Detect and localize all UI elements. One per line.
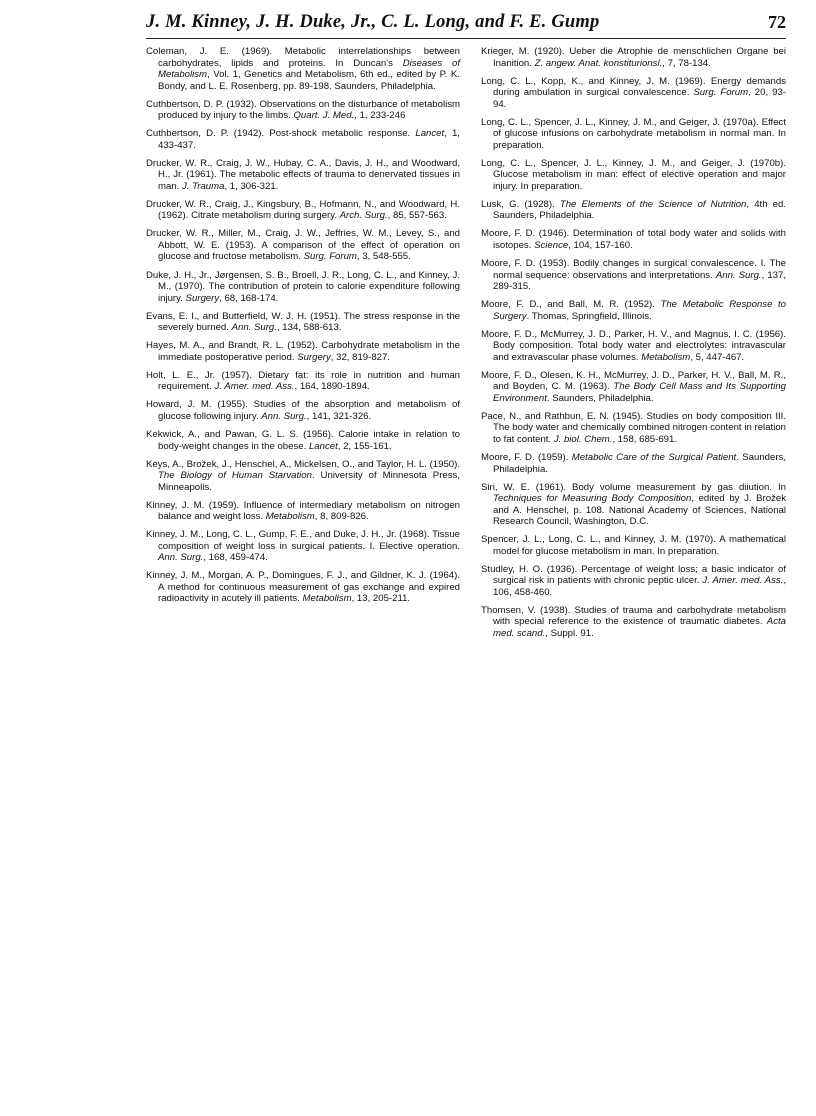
reference-citation: , edited by J. Brožek and A. Henschel, p. 108. National Academy of Sciences, National Research Council, Washington, D.C.: [493, 493, 787, 528]
reference-journal: Surgery: [297, 351, 331, 363]
reference-citation: , 104, 157-160.: [568, 239, 633, 251]
reference-text: Spencer, J. L., Long, C. L., and Kinney, J. M. (1970). A mathematical model for glucose metabolism in man. In preparation.: [481, 534, 786, 557]
reference-journal: Arch. Surg.: [339, 210, 388, 222]
reference-text: Holt, L. E., Jr. (1957). Dietary fat: its role in nutrition and human requirement.: [146, 369, 460, 393]
reference-entry: [146, 399, 460, 422]
reference-citation: , 32, 819-827.: [330, 351, 390, 363]
reference-text: Cuthbertson, D. P. (1932). Observations on the disturbance of metabolism produced by injury to the limbs.: [146, 98, 460, 122]
references-left-column: [146, 46, 460, 612]
reference-citation: , 20, 93-94.: [493, 87, 786, 110]
reference-entry: [146, 158, 460, 193]
reference-journal: Acta med. scand.: [493, 616, 786, 639]
reference-journal: Ann. Surg.: [261, 410, 307, 422]
reference-journal: Surg. Forum: [693, 87, 749, 99]
reference-text: Long, C. L., Kopp, K., and Kinney, J. M. (1969). Energy demands during ambulation in surgical convalescence.: [481, 75, 786, 99]
reference-entry: [146, 199, 460, 222]
reference-text: Coleman, J. E. (1969). Metabolic interrelationships between carbohydrates, lipids and proteins. In Duncan's: [146, 46, 460, 69]
reference-journal: The Biology of Human Starvation: [158, 470, 312, 482]
reference-citation: , 5, 447-467.: [690, 351, 745, 363]
reference-entry: [481, 299, 786, 322]
reference-entry: [146, 370, 460, 393]
reference-entry: [146, 529, 460, 564]
reference-text: Duke, J. H., Jr., Jørgensen, S. B., Broell, J. R., Long, C. L., and Kinney, J. M., (1970). The contribution of protein to calorie expenditure following injury.: [146, 269, 460, 304]
reference-entry: [146, 228, 460, 263]
reference-citation: , 1, 233-246: [354, 110, 406, 122]
reference-entry: [146, 500, 460, 523]
reference-entry: [481, 534, 786, 557]
reference-citation: , 158, 685-691.: [612, 433, 678, 445]
reference-text: Long, C. L., Spencer, J. L., Kinney, J. M., and Geiger, J. (1970b). Glucose metabolism in man: effect of elective operation and major injury. In preparation.: [481, 157, 786, 192]
reference-text: Long, C. L., Spencer, J. L., Kinney, J. M., and Geiger, J. (1970a). Effect of glucose infusions on carbohydrate metabolism in normal man. In preparation.: [481, 116, 786, 151]
reference-text: Howard, J. M. (1955). Studies of the absorption and metabolism of glucose following injury.: [146, 399, 460, 422]
reference-journal: Lancet: [415, 128, 445, 140]
reference-citation: , 164, 1890-1894.: [294, 381, 370, 393]
reference-entry: [481, 228, 786, 251]
reference-citation: , 134, 588-613.: [276, 322, 342, 334]
reference-text: Thomsen, V. (1938). Studies of trauma and carbohydrate metabolism with special reference to the existence of traumatic diabetes.: [481, 604, 786, 628]
reference-text: Lusk, G. (1928).: [481, 198, 560, 210]
reference-entry: [481, 158, 786, 193]
reference-text: Siri, W. E. (1961). Body volume measurement by gas diiution. In: [481, 481, 786, 493]
reference-text: Moore, F. D. (1946). Determination of total body water and solids with isotopes.: [481, 228, 786, 251]
reference-citation: . University of Minnesota Press, Minneapolis.: [158, 470, 460, 493]
reference-text: Cuthbertson, D. P. (1942). Post-shock metabolic response.: [146, 128, 416, 140]
reference-entry: [481, 370, 786, 405]
reference-text: Drucker, W. R., Miller, M., Craig, J. W., Jeffries, W. M., Levey, S., and Abbott, W. E. (1953). A comparison of the effect of operation on glucose and fructose metabolism.: [146, 228, 460, 263]
reference-journal: Z. angew. Anat. konstiturionsl.: [534, 57, 663, 69]
reference-journal: Metabolic Care of the Surgical Patient: [571, 452, 737, 464]
reference-text: Krieger, M. (1920). Ueber die Atrophie de menschlichen Organe bei Inanition.: [481, 46, 786, 69]
reference-journal: J. Trauma: [182, 180, 225, 192]
reference-entry: [481, 258, 786, 293]
reference-journal: J. Amer. med. Ass.: [702, 575, 784, 587]
reference-citation: , 68, 168-174.: [219, 292, 279, 304]
running-header: [146, 10, 786, 40]
reference-entry: [481, 46, 786, 69]
reference-citation: , Vol. 1, Genetics and Metabolism, 6th ed., edited by P. K. Bondy, and L. E. Rosenberg, pp. 89-198. Saunders, Philadelphia.: [158, 69, 460, 92]
reference-citation: , 3, 548-555.: [356, 251, 411, 263]
reference-text: Moore, F. D., Olesen, K. H., McMurrey, J. D., Parker, H. V., Ball, M. R., and Boyden, C. M. (1963).: [481, 369, 786, 393]
reference-citation: , 137, 289-315.: [493, 269, 786, 293]
reference-entry: [146, 429, 460, 452]
reference-journal: The Metabolic Response to Surgery: [493, 299, 786, 322]
reference-text: Keys, A., Brožek, J., Henschel, A., Mickelsen, O., and Taylor, H. L. (1950).: [146, 458, 460, 470]
reference-text: Evans, E. I., and Butterfield, W. J. H. (1951). The stress response in the severely burned.: [146, 310, 460, 334]
references-right-column: [481, 46, 786, 646]
reference-entry: [481, 564, 786, 599]
reference-text: Moore, F. D., McMurrey, J. D., Parker, H. V., and Magnus, I. C. (1956). Body composition. Total body water and electrolytes: intravascular and extravascular phase volumes.: [481, 328, 786, 363]
reference-journal: The Elements of the Science of Nutrition: [559, 198, 747, 210]
reference-text: Drucker, W. R., Craig, J., Kingsbury, B., Hofmann, N., and Woodward, H. (1962). Citrate metabolism during surgery.: [146, 198, 460, 222]
reference-text: Hayes, M. A., and Brandt, R. L. (1952). Carbohydrate metabolism in the immediate postoperative period.: [146, 340, 460, 363]
reference-journal: Lancet: [308, 440, 338, 452]
reference-citation: . Saunders, Philadelphia.: [493, 452, 786, 475]
reference-journal: Quart. J. Med.: [293, 110, 355, 122]
reference-text: Kinney, J. M. (1959). Influence of intermediary metabolism on nitrogen balance and weight loss.: [146, 499, 460, 523]
reference-citation: , 141, 321-326.: [306, 410, 372, 422]
reference-citation: , 106, 458-460.: [493, 575, 787, 598]
reference-citation: , 7, 78-134.: [662, 57, 711, 69]
reference-text: Moore, F. D., and Ball, M. R. (1952).: [481, 299, 661, 311]
reference-entry: [481, 199, 786, 222]
reference-text: Kekwick, A., and Pawan, G. L. S. (1956). Calorie intake in relation to body-weight changes in the obese.: [146, 429, 460, 452]
reference-citation: , 1, 306-321.: [224, 180, 279, 192]
reference-journal: Ann. Surg.: [231, 322, 277, 334]
reference-citation: , 1, 433-437.: [158, 128, 460, 151]
reference-entry: [146, 340, 460, 363]
reference-journal: Science: [534, 239, 569, 251]
reference-journal: Surg. Forum: [303, 251, 357, 263]
reference-journal: Metabolism: [265, 511, 315, 523]
reference-citation: , 168, 459-474.: [203, 552, 268, 564]
reference-entry: [481, 411, 786, 446]
reference-text: Studley, H. O. (1936). Percentage of weight loss; a basic indicator of surgical risk in patients with chronic peptic ulcer.: [481, 563, 786, 587]
reference-entry: [481, 329, 786, 364]
reference-entry: [146, 459, 460, 494]
reference-journal: Metabolism: [302, 593, 352, 605]
reference-journal: Ann. Surg.: [158, 552, 204, 564]
header-authors: J. M. Kinney, J. H. Duke, Jr., C. L. Long, and F. E. Gump: [146, 12, 600, 32]
reference-journal: Metabolism: [641, 351, 691, 363]
reference-journal: Techniques for Measuring Body Composition: [493, 493, 692, 505]
reference-journal: The Body Cell Mass and Its Supporting Environment: [493, 381, 786, 404]
reference-entry: [146, 128, 460, 151]
reference-text: Kinney, J. M., Long, C. L., Gump, F. E., and Duke, J. H., Jr. (1968). Tissue composition of weight loss in surgical patients. I. Elective operation.: [146, 529, 460, 552]
header-rule: [146, 38, 786, 39]
reference-entry: [146, 99, 460, 122]
reference-citation: . Saunders, Philadelphia.: [546, 392, 654, 404]
reference-entry: [481, 482, 786, 528]
reference-entry: [481, 452, 786, 475]
reference-text: Drucker, W. R., Craig, J. W., Hubay, C. A., Davis, J. H., and Woodward, H., Jr. (1961). The metabolic effects of trauma to denervated tissues in man.: [146, 157, 460, 192]
reference-journal: Ann. Surg.: [715, 269, 762, 281]
reference-text: Pace, N., and Rathbun, E. N. (1945). Studies on body composition III. The body water and chemically combined nitrogen content in relation to fat content.: [481, 410, 786, 445]
reference-citation: , Suppl. 91.: [545, 627, 594, 639]
reference-entry: [481, 605, 786, 640]
reference-journal: Diseases of Metabolism: [158, 57, 460, 80]
reference-citation: , 2, 155-161.: [337, 440, 392, 452]
reference-citation: . Thomas, Springfield, Illinois.: [526, 310, 652, 322]
reference-journal: J. Amer. med. Ass.: [214, 381, 295, 393]
reference-entry: [146, 46, 460, 92]
reference-entry: [146, 311, 460, 334]
reference-citation: , 13, 205-211.: [351, 593, 411, 605]
reference-journal: Surgery: [185, 292, 220, 304]
reference-text: Moore, F. D. (1953). Bodily changes in surgical convalescence. I. The normal sequence: observations and interpretations.: [481, 258, 786, 281]
reference-entry: [481, 117, 786, 152]
reference-entry: [146, 570, 460, 605]
page-number: 72: [768, 12, 786, 32]
reference-entry: [481, 76, 786, 111]
reference-journal: J. biol. Chem.: [553, 433, 613, 445]
reference-text: Moore, F. D. (1959).: [481, 452, 572, 464]
reference-text: Kinney, J. M., Morgan, A. P., Domingues, F. J., and Gildner, K. J. (1964). A method for continuous measurement of gas exchange and expired radioactivity in acutely ill patients.: [146, 570, 460, 605]
reference-citation: , 85, 557-563.: [387, 210, 447, 222]
reference-citation: , 8, 809-826.: [314, 511, 369, 523]
reference-entry: [146, 270, 460, 305]
reference-citation: , 4th ed. Saunders, Philadelphia.: [493, 198, 786, 222]
